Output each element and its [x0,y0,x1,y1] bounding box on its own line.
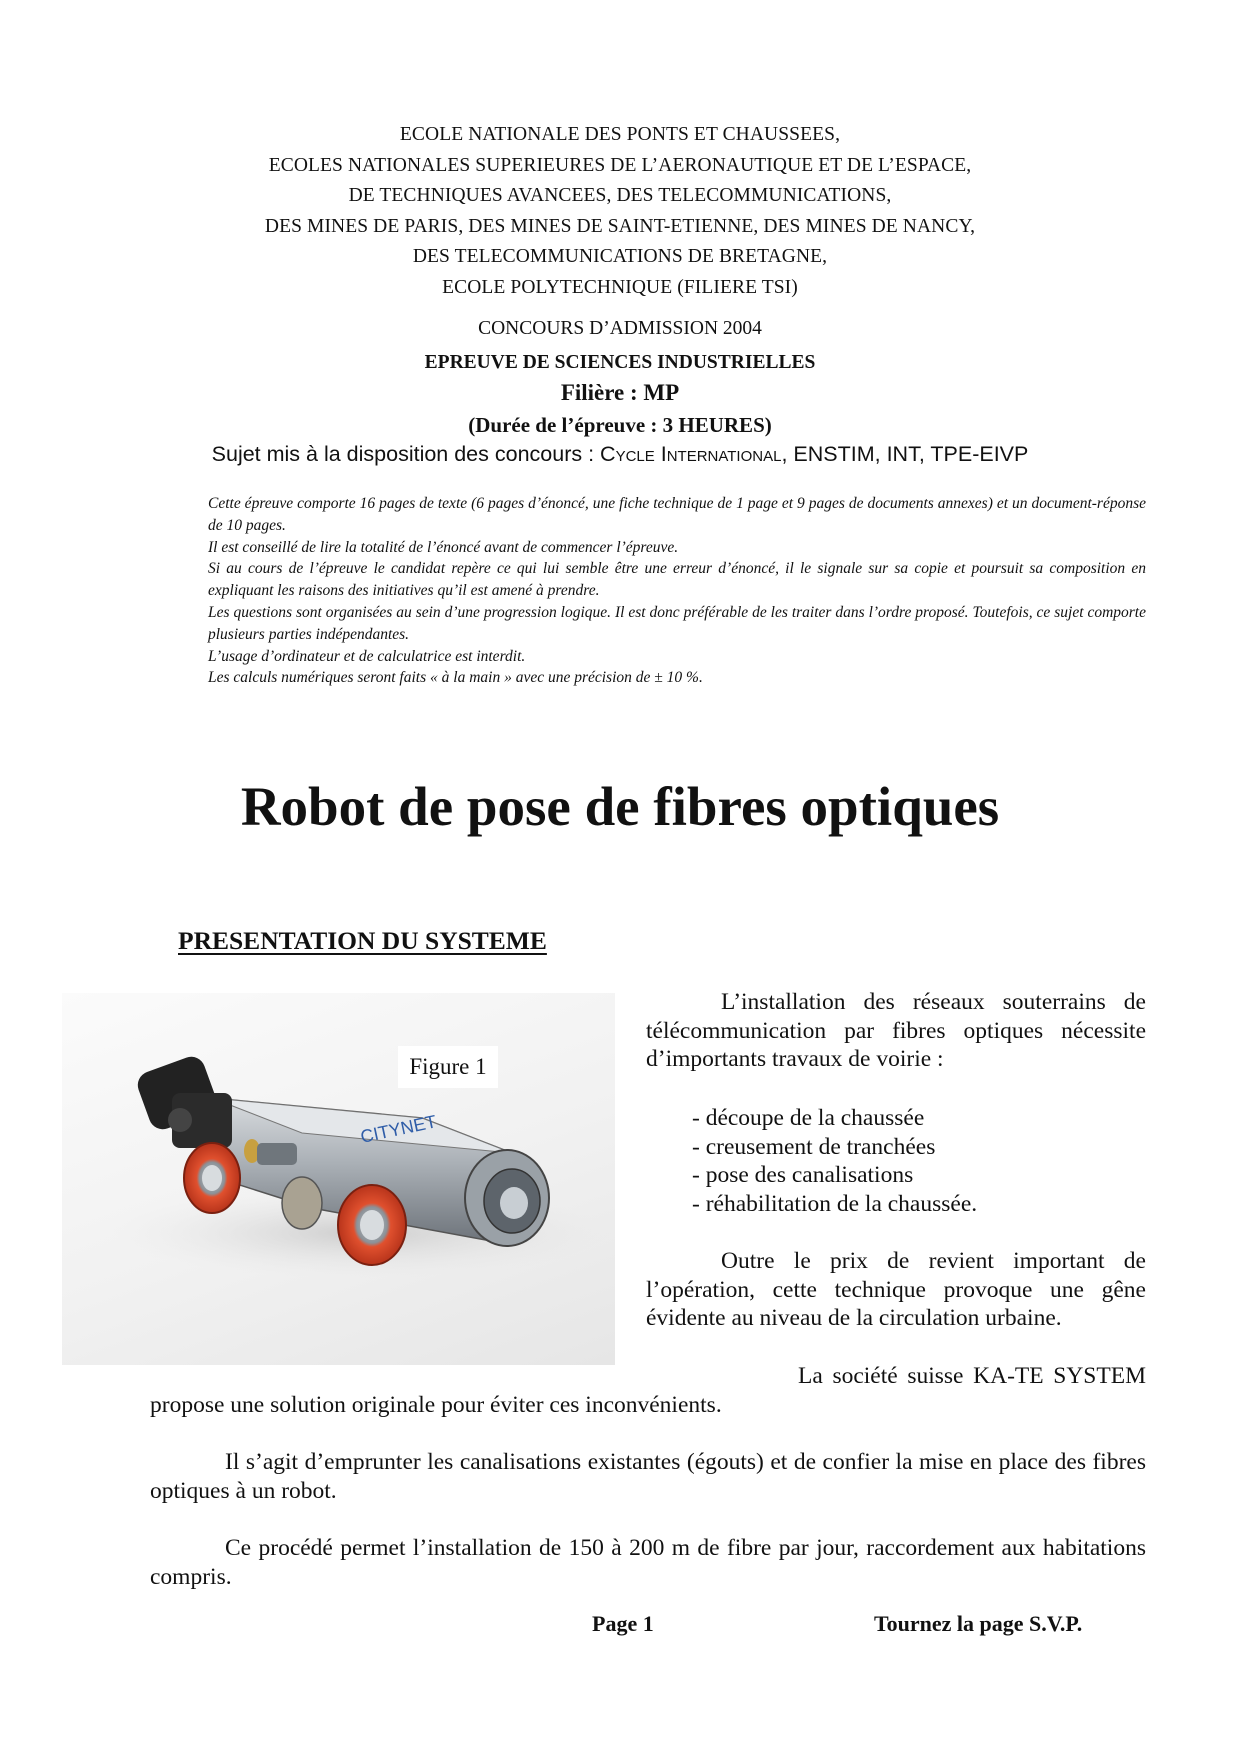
list-item: - réhabilitation de la chaussée. [692,1190,978,1217]
intro-paragraph [646,988,1146,1074]
duration-label: (Durée de l’épreuve : 3 HEURES) [468,413,772,437]
document-title: Robot de pose de fibres optiques [240,776,1000,837]
middle-roller [282,1177,322,1229]
school-list [0,120,1240,303]
concours-title: CONCOURS D’ADMISSION 2004 [478,318,762,339]
list-item: - découpe de la chaussée [692,1105,925,1131]
paragraph: Ce procédé permet l’installation de 150 à 200 m de fibre par jour, raccordement aux habitations compris. [150,1535,1146,1590]
school-line: ECOLE NATIONALE DES PONTS ET CHAUSSEES, [399,124,841,145]
instruction-line: L’usage d’ordinateur et de calculatrice est interdit. [208,647,526,665]
instruction-line: Cette épreuve comporte 16 pages de texte (6 pages d’énoncé, une fiche technique de 1 page et 9 pages de documents annexes) et un document-réponse de 10 pages. [208,495,1146,534]
instruction-line: Il est conseillé de lire la totalité de l’énoncé avant de commencer l’épreuve. [208,538,679,556]
turn-page-note: Tournez la page S.V.P. [874,1611,1083,1636]
school-line: DES TELECOMMUNICATIONS DE BRETAGNE, [412,246,828,267]
front-wheel [338,1185,406,1265]
instruction-line: Les questions sont organisées au sein d’une progression logique. Il est donc préférable de les traiter dans l’ordre proposé. Toutefois, ce sujet comporte plusieurs parties indépendantes. [208,603,1146,643]
instruction-line: Les calculs numériques seront faits « à la main » avec une précision de ± 10 %. [208,669,703,687]
paragraph: L’installation des réseaux souterrains de télécommunication par fibres optiques nécessite d’importants travaux de voirie : [646,989,1146,1072]
school-line: ECOLES NATIONALES SUPERIEURES DE L’AERONAUTIQUE ET DE L’ESPACE, [268,154,972,176]
word: SYSTEM [1053,1363,1146,1389]
sujet-suffix: , ENSTIM, INT, TPE-EIVP [781,442,1029,466]
process-paragraph [150,1534,1146,1591]
exam-instructions [208,493,1146,689]
epreuve-title: EPREUVE DE SCIENCES INDUSTRIELLES [424,352,816,373]
robot-illustration [62,993,615,1365]
section-heading: PRESENTATION DU SYSTEME [178,926,547,955]
word: La [798,1363,823,1389]
paragraph: Il s’agit d’emprunter les canalisations existantes (égouts) et de confier la mise en place des fibres optiques à un robot. [150,1449,1146,1504]
instruction-line: Si au cours de l’épreuve le candidat repère ce qui lui semble être une erreur d’énoncé, il le signale sur sa copie et poursuit sa composition en expliquant les raisons des initiatives qu’il est amené à prendre. [208,560,1146,600]
word: société [832,1363,898,1389]
school-line: DES MINES DE PARIS, DES MINES DE SAINT-ETIENNE, DES MINES DE NANCY, [264,215,976,237]
paragraph: Outre le prix de revient important de l’opération, cette technique provoque une gêne évidente au niveau de la circulation urbaine. [646,1248,1146,1331]
robot-paragraph [150,1448,1146,1505]
cost-paragraph [646,1247,1146,1333]
filiere-label: Filière : MP [560,380,680,405]
sujet-prefix: Sujet mis à la disposition des concours : [211,442,595,466]
figure-caption: Figure 1 [398,1046,498,1088]
school-line: DE TECHNIQUES AVANCEES, DES TELECOMMUNICATIONS, [348,185,892,206]
list-item: - creusement de tranchées [692,1133,936,1160]
company-paragraph [150,1362,1146,1419]
word: suisse [907,1363,964,1389]
word: KA-TE [973,1363,1044,1389]
page-number: Page 1 [592,1611,654,1636]
brand-label: CITYNET [358,1111,439,1147]
rear-wheel [184,1143,240,1213]
list-item: - pose des canalisations [692,1162,914,1188]
sujet-line [0,442,1240,467]
company-line-rest: propose une solution originale pour éviter ces inconvénients. [150,1391,722,1418]
sujet-cycle: Cycle International [600,442,782,466]
robot-photo [62,993,615,1365]
works-list [692,1104,977,1218]
school-line: ECOLE POLYTECHNIQUE (FILIERE TSI) [442,276,798,298]
company-line [723,1362,1146,1391]
